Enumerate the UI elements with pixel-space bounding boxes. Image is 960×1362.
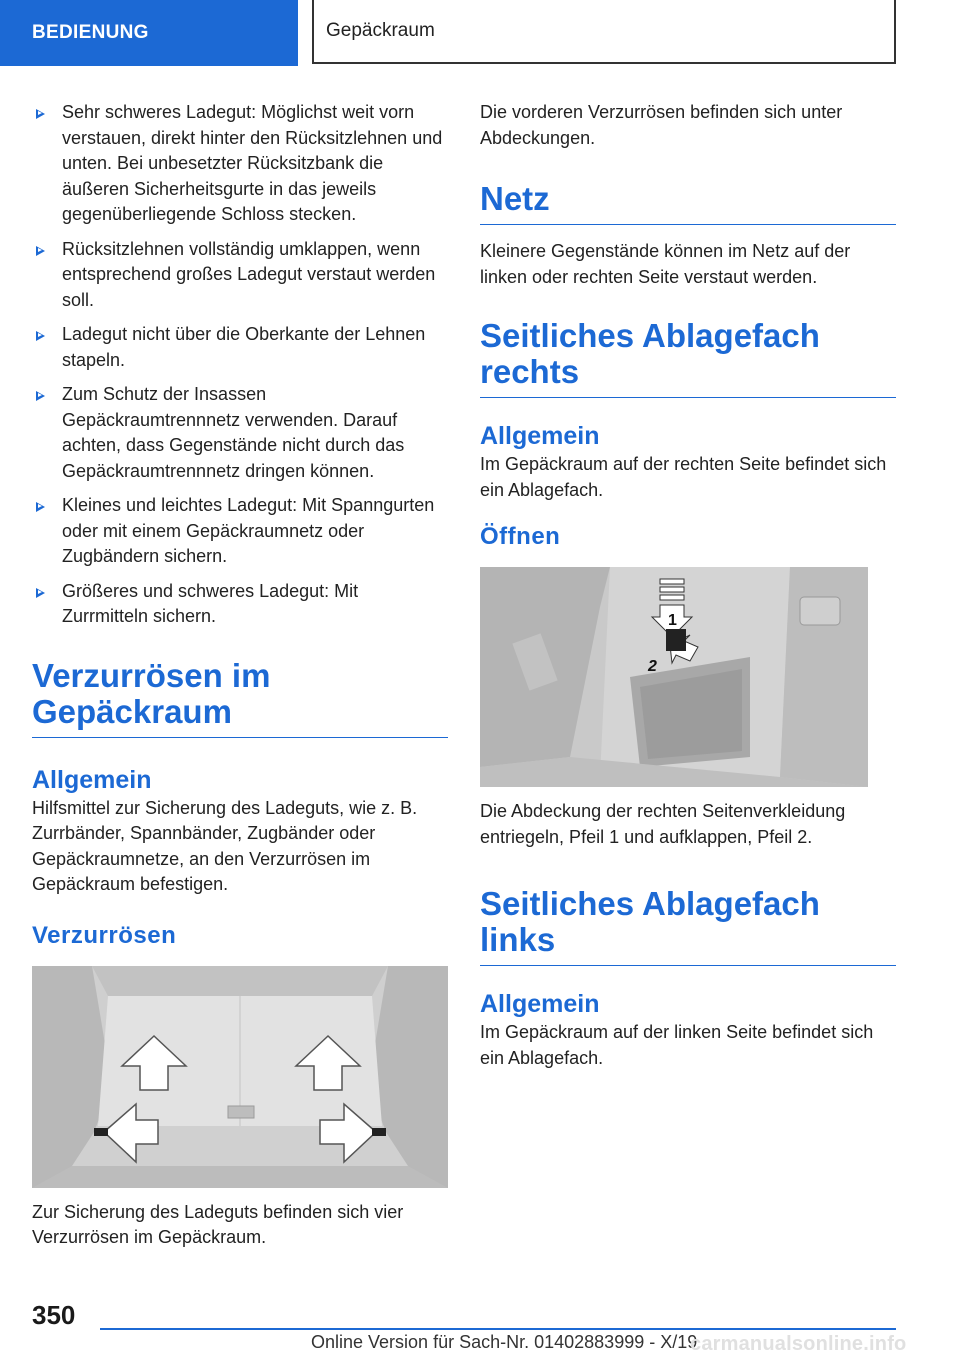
heading-oeffnen: Öffnen (480, 523, 561, 550)
left-column (32, 100, 448, 1251)
bullet-item: Sehr schweres Ladegut: Möglichst weit vorn verstauen, direkt hinter den Rücksitzlehnen und unten. Bei unbesetzter Rücksitzbank die äußeren Sicherheitsgurte in das jeweils gegenüberliegende Schloss stecken. (32, 100, 448, 228)
bullet-item: Ladegut nicht über die Oberkante der Lehnen stapeln. (32, 322, 448, 373)
heading-allgemein: Allgemein (32, 765, 152, 794)
section-title-ablagefach-rechts: Seitliches Ablagefach rechts (480, 318, 896, 398)
right-column (480, 100, 896, 1071)
cargo-floor-illustration (32, 966, 448, 1188)
section-title-verzurroesen: Verzurrösen im Gepäckraum (32, 658, 448, 738)
safety-bullet-list (32, 100, 448, 630)
page-header (0, 0, 960, 66)
bullet-item: Rücksitzlehnen vollständig umklappen, wenn entsprechend großes Ladegut verstaut werden soll. (32, 237, 448, 314)
triangle-bullet-icon (36, 331, 45, 341)
left-general-text: Im Gepäckraum auf der linken Seite befindet sich ein Ablagefach. (480, 1022, 874, 1068)
right-general-text: Im Gepäckraum auf der rechten Seite befindet sich ein Ablagefach. (480, 454, 887, 500)
front-eyes-text: Die vorderen Verzurrösen befinden sich unter Abdeckungen. (480, 102, 843, 148)
triangle-bullet-icon (36, 391, 45, 401)
cargo-floor-figure (32, 966, 448, 1188)
open-caption: Die Abdeckung der rechten Seitenverkleidung entriegeln, Pfeil 1 und aufklappen, Pfeil 2. (480, 801, 846, 847)
bullet-item: Zum Schutz der Insassen Gepäckraumtrennnetz verwenden. Darauf achten, dass Gegenstände nicht durch das Gepäckraumtrennnetz dringen können. (32, 382, 448, 484)
side-compartment-figure (480, 567, 868, 787)
heading-allgemein-links: Allgemein (480, 990, 600, 1018)
heading-allgemein-rechts: Allgemein (480, 422, 600, 450)
triangle-bullet-icon (36, 109, 45, 119)
triangle-bullet-icon (36, 246, 45, 256)
section-tab: BEDIENUNG (0, 0, 298, 66)
watermark: carmanualsonline.info (690, 1333, 907, 1355)
net-text: Kleinere Gegenstände können im Netz auf der linken oder rechten Seite verstaut werden. (480, 241, 851, 287)
footer-version-text: Online Version für Sach-Nr. 01402883999 - X/19 (311, 1332, 698, 1352)
section-title-netz: Netz (480, 181, 896, 225)
arrow-label-2: 2 (648, 658, 657, 675)
cargo-figure-caption: Zur Sicherung des Ladeguts befinden sich vier Verzurrösen im Gepäckraum. (32, 1201, 404, 1247)
bullet-item: Größeres und schweres Ladegut: Mit Zurrmitteln sichern. (32, 579, 448, 630)
footer-divider (100, 1328, 896, 1330)
heading-verzurroesen: Verzurrösen (32, 921, 177, 949)
bullet-item: Kleines und leichtes Ladegut: Mit Spanngurten oder mit einem Gepäckraumnetz oder Zugbändern sichern. (32, 493, 448, 570)
page-number: 350 (32, 1300, 76, 1330)
arrow-label-1: 1 (668, 612, 677, 629)
triangle-bullet-icon (36, 502, 45, 512)
triangle-bullet-icon (36, 588, 45, 598)
chapter-title: Gepäckraum (312, 0, 896, 64)
side-compartment-illustration (480, 567, 868, 787)
section-title-ablagefach-links: Seitliches Ablagefach links (480, 886, 896, 966)
general-text: Hilfsmittel zur Sicherung des Ladeguts, wie z. B. Zurrbänder, Spannbänder, Zugbänder oder Gepäckraumnetze, an den Verzurrösen im Gepäckraum befestigen. (32, 797, 418, 894)
